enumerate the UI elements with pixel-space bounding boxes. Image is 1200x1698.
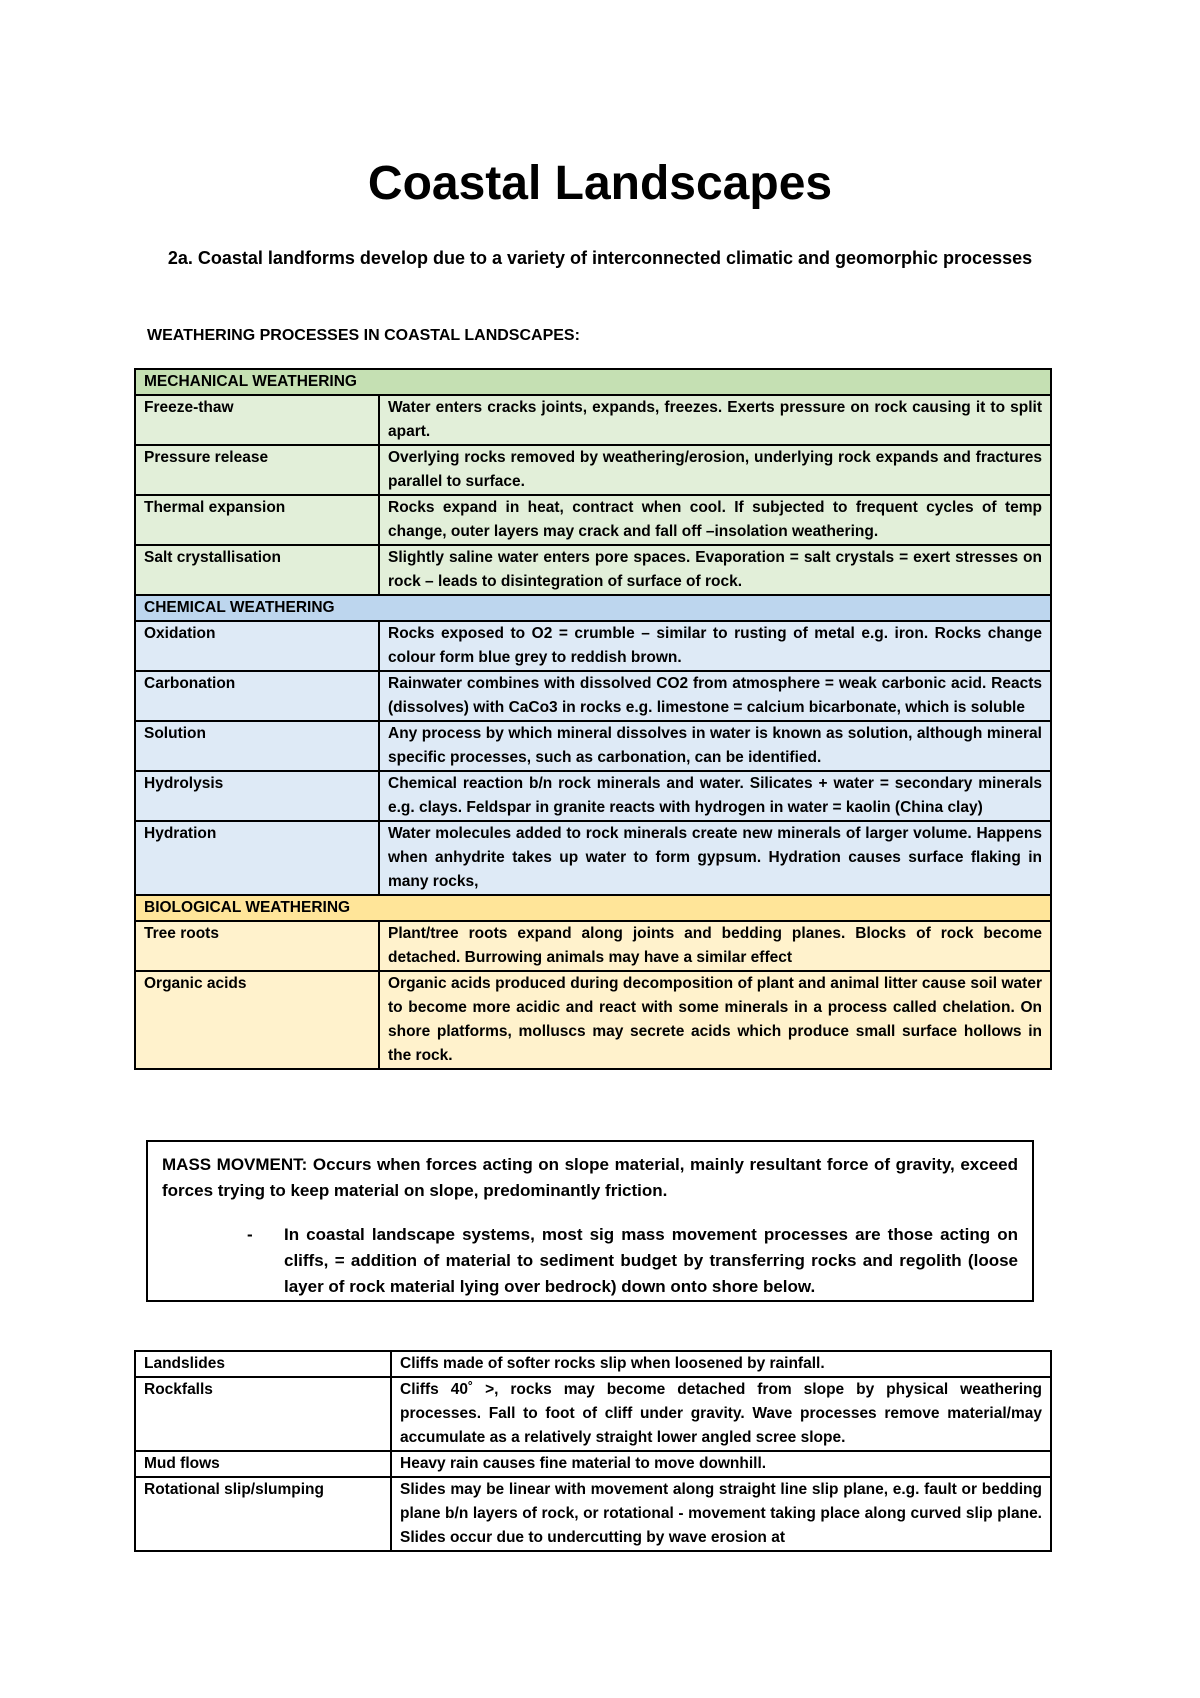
process-term: Tree roots [135, 921, 379, 971]
mechanical-weathering-heading: MECHANICAL WEATHERING [135, 369, 1051, 395]
movement-term: Rockfalls [135, 1377, 391, 1451]
process-description: Plant/tree roots expand along joints and bedding planes. Blocks of rock become detached. Burrowing animals may have a similar effect [379, 921, 1051, 971]
table-row [135, 545, 1051, 595]
process-term: Pressure release [135, 445, 379, 495]
process-description: Water molecules added to rock minerals create new minerals of larger volume. Happens when anhydrite takes up water to form gypsum. Hydration causes surface flaking in many rocks, [379, 821, 1051, 895]
mass-movement-table [134, 1350, 1052, 1552]
table-row [135, 1351, 1051, 1377]
table-row [135, 921, 1051, 971]
table-row [135, 1477, 1051, 1551]
section-heading: WEATHERING PROCESSES IN COASTAL LANDSCAPES: [147, 327, 580, 344]
process-term: Oxidation [135, 621, 379, 671]
movement-term: Rotational slip/slumping [135, 1477, 391, 1551]
process-term: Thermal expansion [135, 495, 379, 545]
biological-weathering-heading-row [135, 895, 1051, 921]
mechanical-weathering-heading-row [135, 369, 1051, 395]
table-row [135, 671, 1051, 721]
table-row [135, 1377, 1051, 1451]
table-row [135, 821, 1051, 895]
process-term: Hydration [135, 821, 379, 895]
chemical-weathering-heading: CHEMICAL WEATHERING [135, 595, 1051, 621]
process-description: Overlying rocks removed by weathering/erosion, underlying rock expands and fractures parallel to surface. [379, 445, 1051, 495]
movement-term: Mud flows [135, 1451, 391, 1477]
chemical-weathering-heading-row [135, 595, 1051, 621]
table-row [135, 971, 1051, 1069]
movement-description: Cliffs made of softer rocks slip when loosened by rainfall. [391, 1351, 1051, 1377]
process-term: Solution [135, 721, 379, 771]
process-description: Rainwater combines with dissolved CO2 from atmosphere = weak carbonic acid. Reacts (dissolves) with CaCo3 in rocks e.g. limestone = calcium bicarbonate, which is soluble [379, 671, 1051, 721]
mass-movement-bullet [162, 1222, 1018, 1300]
movement-description: Cliffs 40˚ >, rocks may become detached from slope by physical weathering processes. Fall to foot of cliff under gravity. Wave processes remove material/may accumulate as a relatively straight lower angled scree slope. [391, 1377, 1051, 1451]
table-row [135, 721, 1051, 771]
process-term: Hydrolysis [135, 771, 379, 821]
table-row [135, 621, 1051, 671]
page-title: Coastal Landscapes [367, 157, 833, 210]
process-term: Salt crystallisation [135, 545, 379, 595]
process-description: Rocks expand in heat, contract when cool. If subjected to frequent cycles of temp change, outer layers may crack and fall off –insolation weathering. [379, 495, 1051, 545]
process-term: Freeze-thaw [135, 395, 379, 445]
table-row [135, 395, 1051, 445]
table-row [135, 445, 1051, 495]
mass-movement-box [146, 1140, 1034, 1302]
biological-weathering-heading: BIOLOGICAL WEATHERING [135, 895, 1051, 921]
process-description: Rocks exposed to O2 = crumble – similar to rusting of metal e.g. iron. Rocks change colour form blue grey to reddish brown. [379, 621, 1051, 671]
movement-term: Landslides [135, 1351, 391, 1377]
movement-description: Heavy rain causes fine material to move downhill. [391, 1451, 1051, 1477]
process-description: Any process by which mineral dissolves in water is known as solution, although mineral specific processes, such as carbonation, can be identified. [379, 721, 1051, 771]
process-term: Carbonation [135, 671, 379, 721]
subtitle: 2a. Coastal landforms develop due to a variety of interconnected climatic and geomorphic processes [167, 248, 1033, 268]
mass-movement-definition: MASS MOVMENT: Occurs when forces acting on slope material, mainly resultant force of gravity, exceed forces trying to keep material on slope, predominantly friction. [162, 1155, 1018, 1200]
mass-movement-bullet-text: In coastal landscape systems, most sig mass movement processes are those acting on cliffs, = addition of material to sediment budget by transferring rocks and regolith (loose layer of rock material lying over bedrock) down onto shore below. [284, 1225, 1018, 1296]
table-row [135, 495, 1051, 545]
process-description: Water enters cracks joints, expands, freezes. Exerts pressure on rock causing it to split apart. [379, 395, 1051, 445]
process-term: Organic acids [135, 971, 379, 1069]
movement-description: Slides may be linear with movement along straight line slip plane, e.g. fault or bedding plane b/n layers of rock, or rotational - movement taking place along curved slip plane. Slides occur due to undercutting by wave erosion at [391, 1477, 1051, 1551]
process-description: Slightly saline water enters pore spaces. Evaporation = salt crystals = exert stresses on rock – leads to disintegration of surface of rock. [379, 545, 1051, 595]
bullet-dash: - [247, 1225, 253, 1244]
table-row [135, 1451, 1051, 1477]
process-description: Chemical reaction b/n rock minerals and water. Silicates + water = secondary minerals e.g. clays. Feldspar in granite reacts with hydrogen in water = kaolin (China clay) [379, 771, 1051, 821]
table-row [135, 771, 1051, 821]
weathering-table [134, 368, 1052, 1070]
process-description: Organic acids produced during decomposition of plant and animal litter cause soil water to become more acidic and react with some minerals in a process called chelation. On shore platforms, molluscs may secrete acids which produce small surface hollows in the rock. [379, 971, 1051, 1069]
